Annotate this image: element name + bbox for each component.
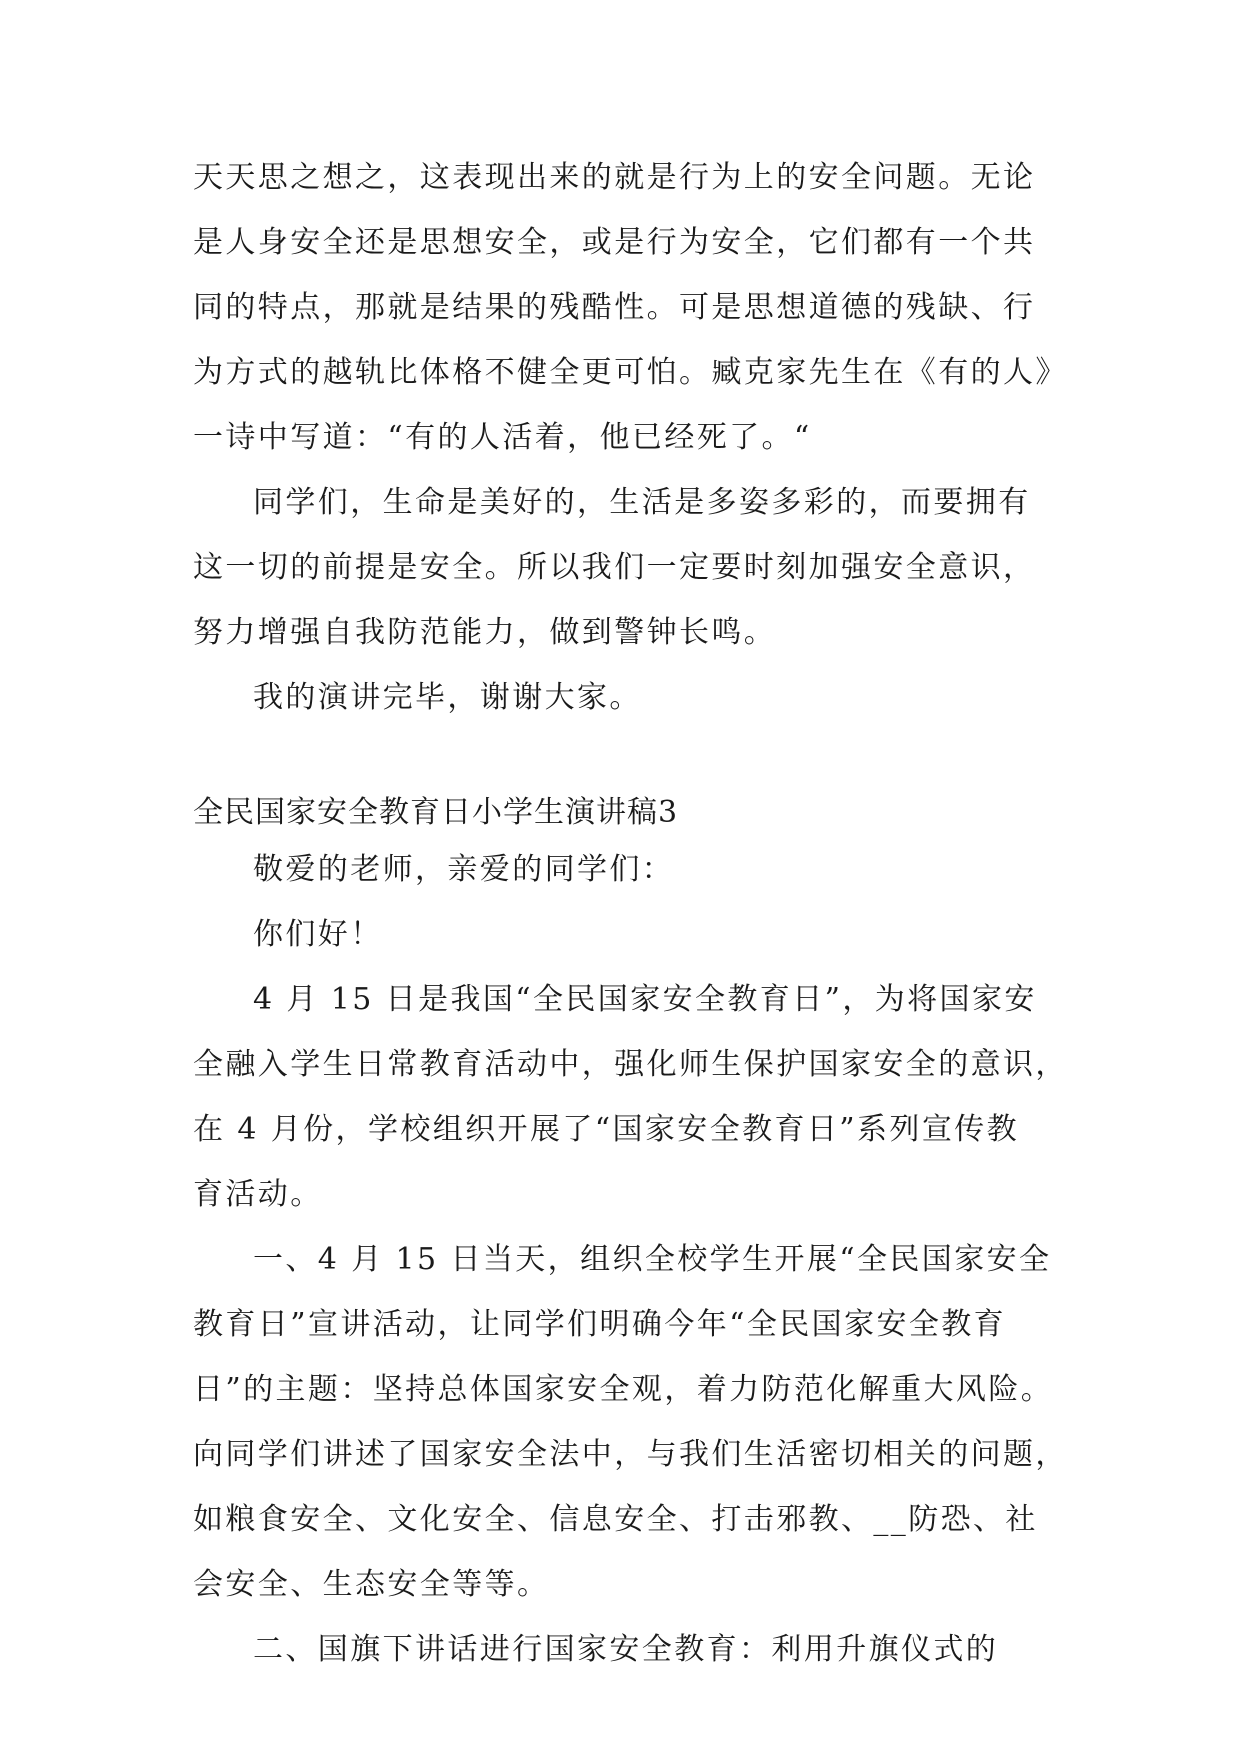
paragraph-closing: [193, 680, 1053, 745]
text-line: 我的演讲完毕，谢谢大家。: [253, 680, 642, 715]
paragraph-safety-danger: [193, 160, 1068, 485]
paragraph-item-one: [193, 1242, 1068, 1632]
paragraph-education-day: [193, 982, 1068, 1242]
text-line: 在 4 月份，学校组织开展了“国家安全教育日”系列宣传教: [193, 1112, 1020, 1147]
text-line: 二、国旗下讲话进行国家安全教育：利用升旗仪式的: [253, 1632, 999, 1667]
text-line: 天天思之想之，这表现出来的就是行为上的安全问题。无论: [193, 160, 1036, 195]
paragraph-greeting: [193, 852, 1053, 917]
paragraph-life-beautiful: [193, 485, 1053, 680]
text-line: 同的特点，那就是结果的残酷性。可是思想道德的残缺、行: [193, 290, 1036, 325]
section-spacer: [193, 745, 1053, 795]
paragraph-item-two: [193, 1632, 1053, 1697]
text-line: 如粮食安全、文化安全、信息安全、打击邪教、__防恐、社: [193, 1502, 1038, 1537]
text-line: 日”的主题：坚持总体国家安全观，着力防范化解重大风险。: [193, 1372, 1054, 1407]
text-line: 教育日”宣讲活动，让同学们明确今年“全民国家安全教育: [193, 1307, 1007, 1342]
text-line: 一、4 月 15 日当天，组织全校学生开展“全民国家安全: [253, 1242, 1052, 1277]
section-heading: 全民国家安全教育日小学生演讲稿3: [193, 795, 679, 830]
text-line: 你们好！: [253, 917, 383, 952]
text-line: 努力增强自我防范能力，做到警钟长鸣。: [193, 615, 777, 650]
text-line: 敬爱的老师，亲爱的同学们：: [253, 852, 675, 887]
document-body: [193, 160, 1068, 1697]
text-line: 4 月 15 日是我国“全民国家安全教育日”，为将国家安: [253, 982, 1037, 1017]
text-line: 是人身安全还是思想安全，或是行为安全，它们都有一个共: [193, 225, 1036, 260]
text-line: 育活动。: [193, 1177, 323, 1212]
text-line: 为方式的越轨比体格不健全更可怕。臧克家先生在《有的人》: [193, 355, 1068, 390]
text-line: 全融入学生日常教育活动中，强化师生保护国家安全的意识，: [193, 1047, 1068, 1082]
text-line: 会安全、生态安全等等。: [193, 1567, 550, 1602]
text-line: 一诗中写道：“有的人活着，他已经死了。“: [193, 420, 812, 455]
text-line: 同学们，生命是美好的，生活是多姿多彩的，而要拥有: [253, 485, 1031, 520]
paragraph-hello: [193, 917, 1053, 982]
text-line: 向同学们讲述了国家安全法中，与我们生活密切相关的问题，: [193, 1437, 1068, 1472]
text-line: 这一切的前提是安全。所以我们一定要时刻加强安全意识，: [193, 550, 1036, 585]
